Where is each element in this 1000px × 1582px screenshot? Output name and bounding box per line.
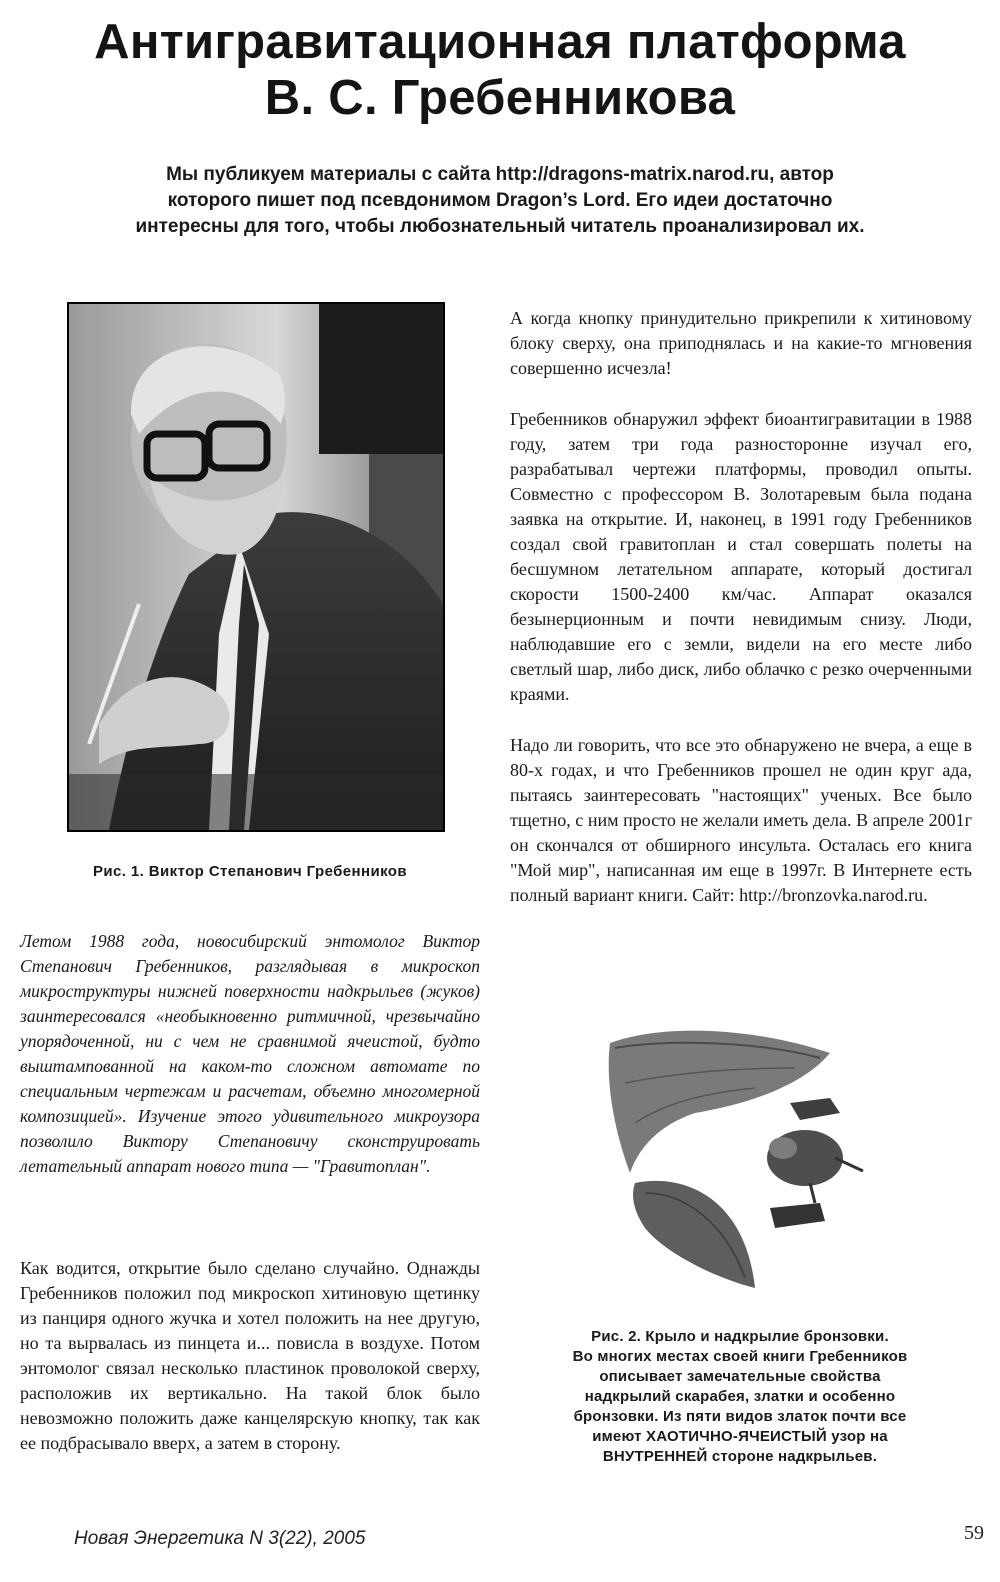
portrait-illustration bbox=[69, 304, 443, 830]
left-column-paragraph bbox=[20, 1256, 480, 1456]
figure-1-caption: Рис. 1. Виктор Степанович Гребенников bbox=[93, 863, 407, 880]
body-paragraph: Надо ли говорить, что все это обнаружено не вчера, а еще в 80-х годах, и что Гребенников прошел не один круг ада, пытаясь заинтересовать "настоящих" ученых. Все было тщетно, с ним просто не желали иметь дела. В апреле 2001г он скончался от обширного инсульта. Осталась его книга "Мой мир", написанная им еще в 1997г. В Интернете есть полный вариант книги. Сайт: http://bronzovka.narod.ru. bbox=[510, 735, 972, 905]
body-paragraph: Гребенников обнаружил эффект биоантигравитации в 1988 году, затем три года разносторонне изучал его, разрабатывал чертежи платформы, проводил опыты. Совместно с профессором В. Золотаревым была подана заявка на открытие. И, наконец, в 1991 году Гребенников создал свой гравитоплан и стал совершать полеты на бесшумном летательном аппарате, который достигал скорости 1500-2400 км/час. Аппарат оказался безынерционным и почти невидимым снизу. Люди, наблюдавшие его с земли, видели на его месте либо светлый шар, либо диск, либо облачко с резко очерченными краями. bbox=[510, 409, 972, 704]
body-paragraph: Как водится, открытие было сделано случайно. Однажды Гребенников положил под микроскоп хитиновую щетинку из панциря одного жучка и хотел положить на нее другую, но та вырвалась из пинцета и... повисла в воздухе. Потом энтомолог связал несколько пластинок проволокой сверху, расположив их вертикально. На такой блок было невозможно положить даже канцелярскую кнопку, так как ее подбрасывало вверх, а затем в сторону. bbox=[20, 1258, 480, 1453]
intro-line: которого пишет под псевдонимом Dragon’s Lord. Его идеи достаточно bbox=[167, 190, 833, 211]
caption-line: бронзовки. Из пяти видов златок почти все bbox=[573, 1408, 907, 1425]
beetle-wing-photo bbox=[605, 1023, 870, 1291]
lead-paragraph bbox=[20, 929, 480, 1179]
page-number: 59 bbox=[964, 1522, 984, 1544]
article-intro bbox=[40, 162, 960, 240]
figure-2-caption bbox=[505, 1327, 975, 1467]
portrait-photo bbox=[67, 302, 445, 832]
caption-line: Во многих местах своей книги Гребенников bbox=[572, 1348, 908, 1365]
caption-line: Рис. 2. Крыло и надкрылие бронзовки. bbox=[591, 1328, 889, 1345]
article-title-line-1: Антигравитационная платформа bbox=[94, 15, 906, 69]
caption-line: надкрылий скарабея, златки и особенно bbox=[584, 1388, 896, 1405]
beetle-wing-illustration bbox=[605, 1023, 870, 1291]
caption-line: имеют ХАОТИЧНО-ЯЧЕИСТЫЙ узор на bbox=[592, 1428, 888, 1445]
caption-line: описывает замечательные свойства bbox=[599, 1368, 881, 1385]
right-column bbox=[510, 306, 972, 908]
intro-line: Мы публикуем материалы с сайта http://dragons-matrix.narod.ru, автор bbox=[166, 164, 834, 185]
lead-text: Летом 1988 года, новосибирский энтомолог Виктор Степанович Гребенников, разглядывая в микроскоп микроструктуры нижней поверхности надкрыльев (жуков) заинтересовался «необыкновенно ритмичной, чрезвычайно упорядоченной, ни с чем не сравнимой ячеистой, будто выштампованной на каком-то сложном автомате по специальным чертежам и расчетам, объемно многомерной композицией». Изучение этого удивительного микроузора позволило Виктору Степановичу сконструировать летательный аппарат нового типа — "Гравитоплан". bbox=[20, 931, 480, 1176]
caption-line: ВНУТРЕННЕЙ стороне надкрыльев. bbox=[602, 1448, 878, 1465]
article-title-line-2: В. С. Гребенникова bbox=[264, 71, 736, 125]
article-title bbox=[0, 14, 1000, 126]
journal-footer: Новая Энергетика N 3(22), 2005 bbox=[74, 1528, 366, 1549]
body-paragraph: А когда кнопку принудительно прикрепили к хитиновому блоку сверху, она приподнялась и на какие-то мгновения совершенно исчезла! bbox=[510, 308, 972, 378]
intro-line: интересны для того, чтобы любознательный читатель проанализировал их. bbox=[135, 216, 865, 237]
